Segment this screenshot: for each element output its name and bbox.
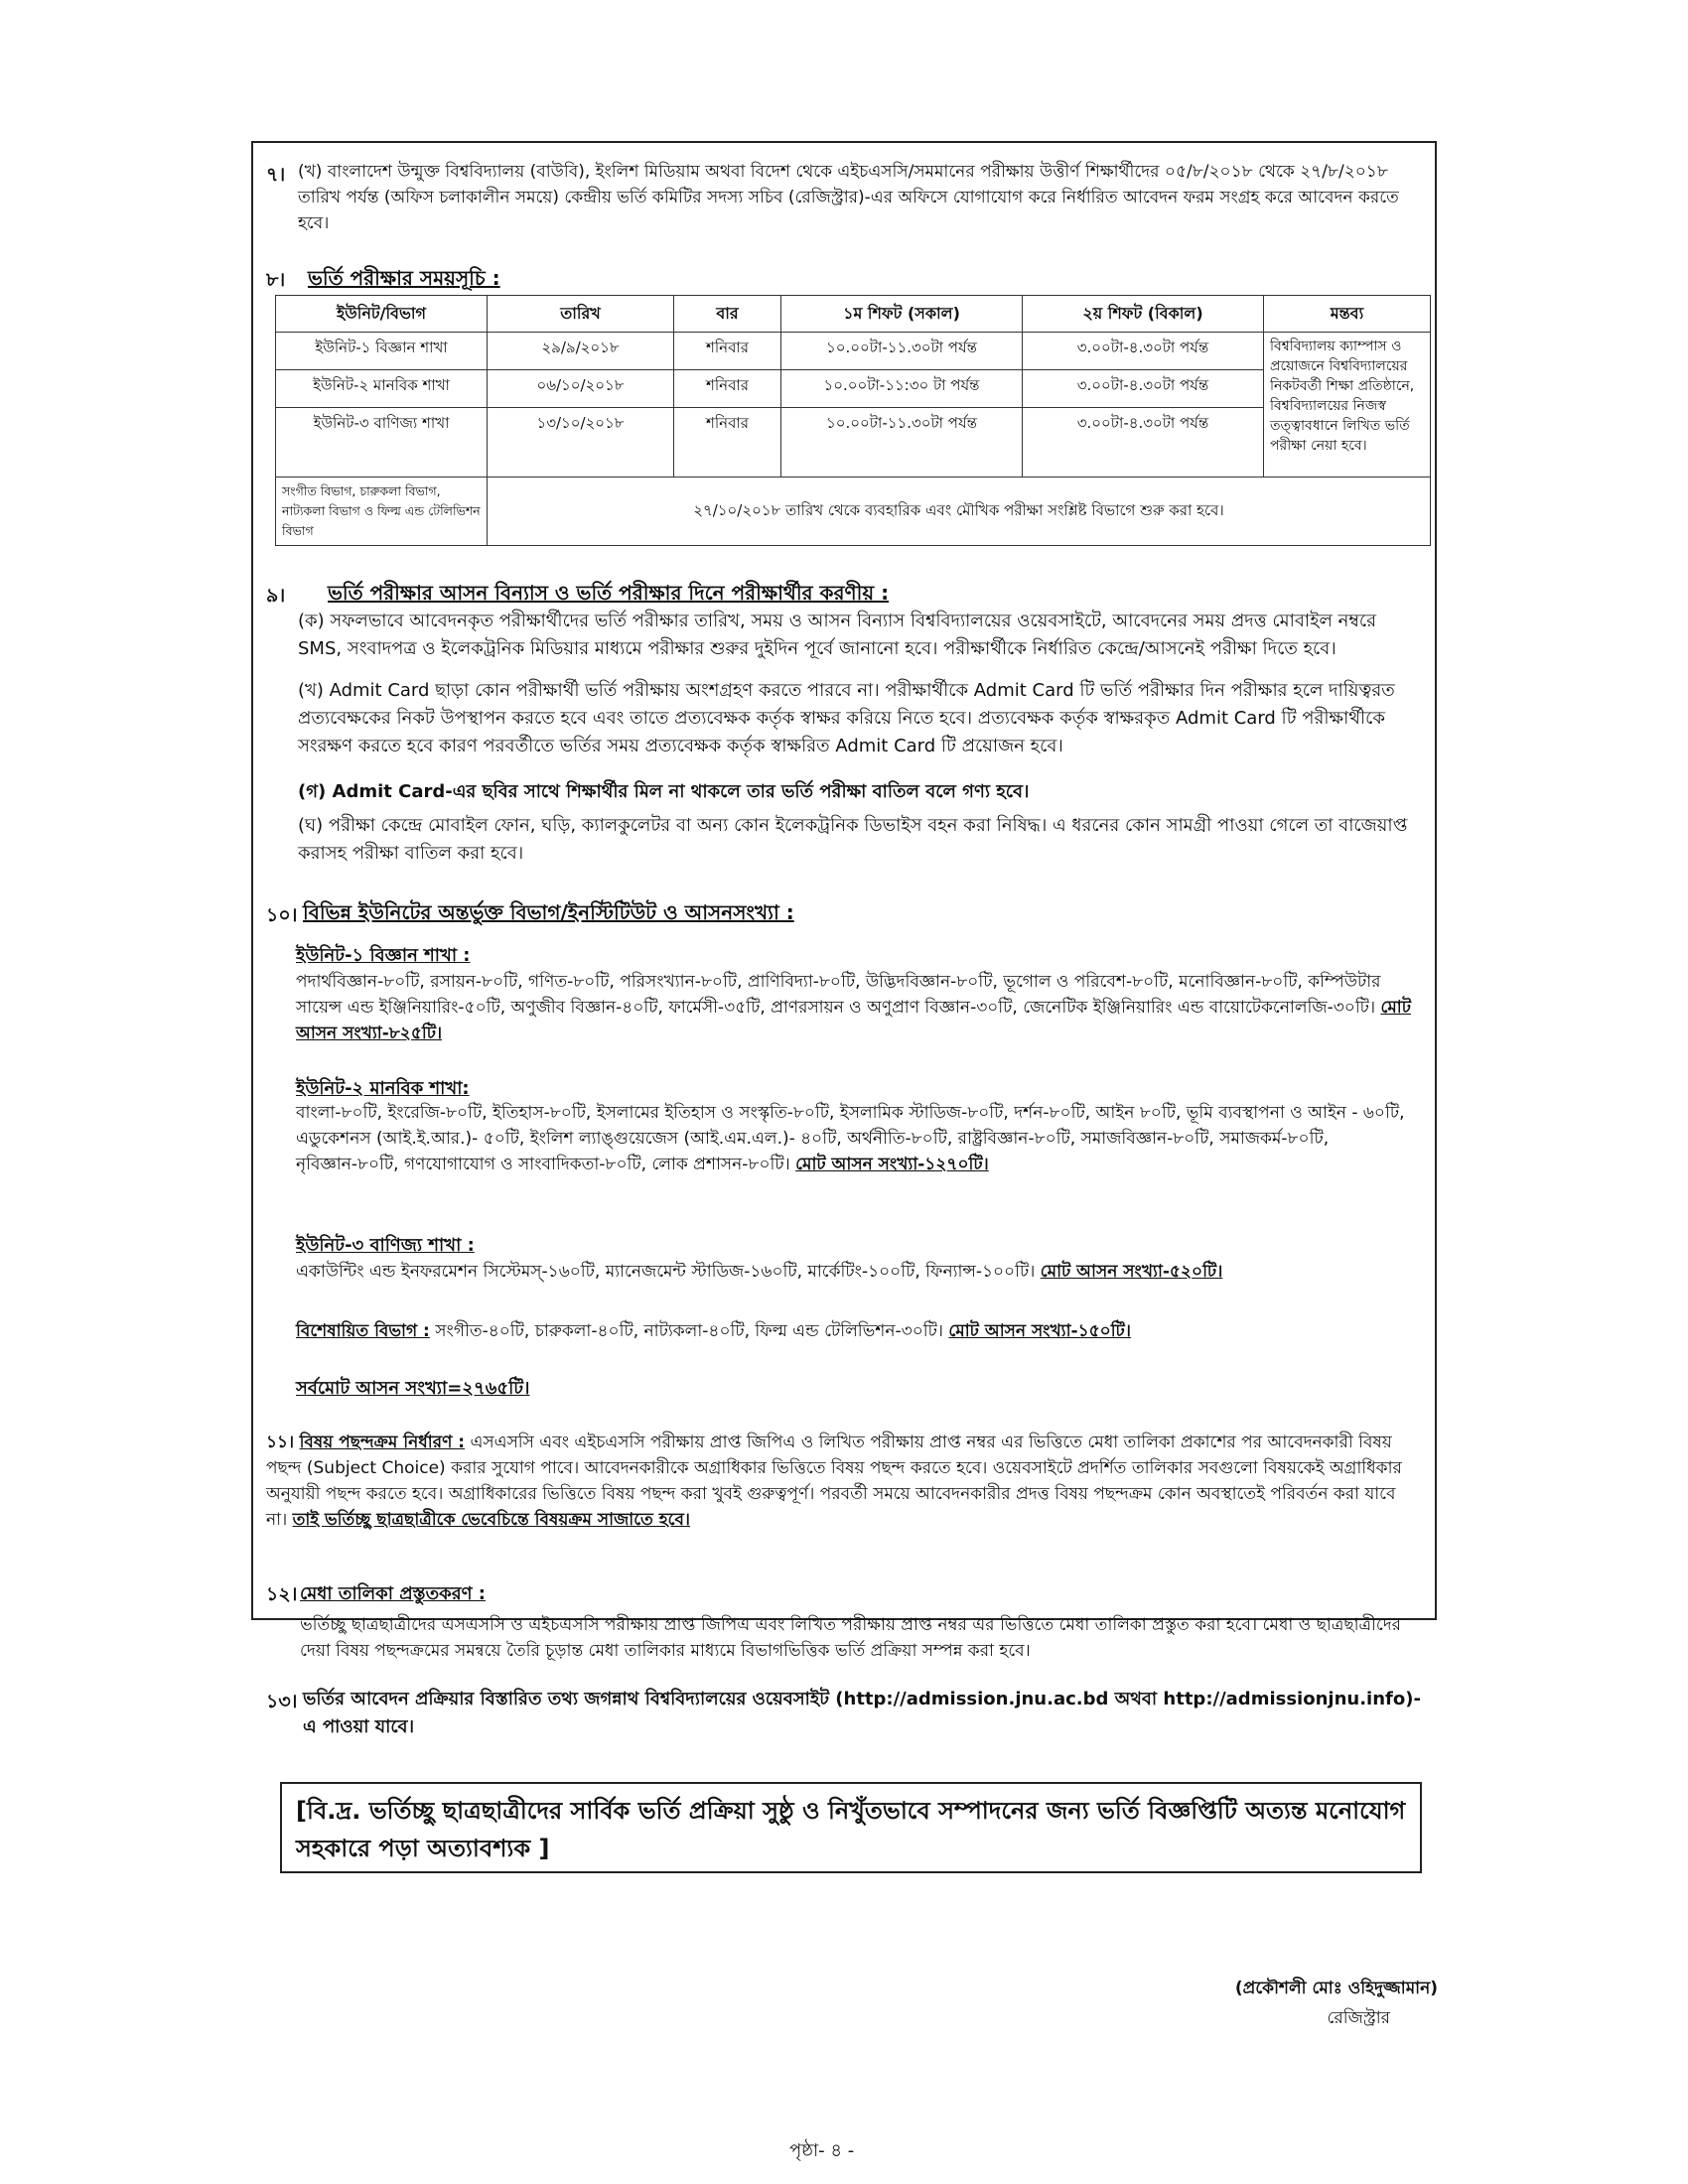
col-shift1: ১ম শিফট (সকাল) — [781, 296, 1023, 333]
unit2-departments: বাংলা-৮০টি, ইংরেজি-৮০টি, ইতিহাস-৮০টি, ইসলামের ইতিহাস ও সংস্কৃতি-৮০টি, ইসলামিক স্টাডিজ-৮০টি, দর্শন-৮০টি, আইন ৮০টি, ভূমি ব্যবস্থাপনা ও আইন - ৬০টি, এডুকেশনস (আই.ই.আর.)- ৫০টি, ইংলিশ ল্যাঙ্গুয়েজেস (আই.এম.এল.)- ৪০টি, অর্থনীতি-৮০টি, রাষ্ট্রবিজ্ঞান-৮০টি, সমাজবিজ্ঞান-৮০টি, সমাজকর্ম-৮০টি, নৃবিজ্ঞান-৮০টি, গণযোগাযোগ ও সাংবাদিকতা-৮০টি, লোক প্রশাসন-৮০টি। — [296, 1103, 1405, 1174]
table-row — [276, 408, 1431, 478]
col-date: তারিখ — [488, 296, 674, 333]
cell-shift2: ৩.০০টা-৪.৩০টা পর্যন্ত — [1023, 408, 1264, 478]
cell-date: ২৯/৯/২০১৮ — [488, 333, 674, 370]
cell-day: শনিবার — [674, 408, 781, 478]
section-11-number: ১১। — [266, 1433, 295, 1452]
cell-date: ১৩/১০/২০১৮ — [488, 408, 674, 478]
unit1-departments: পদার্থবিজ্ঞান-৮০টি, রসায়ন-৮০টি, গণিত-৮০টি, পরিসংখ্যান-৮০টি, প্রাণিবিদ্যা-৮০টি, উদ্ভিদবিজ্ঞান-৮০টি, ভূগোল ও পরিবেশ-৮০টি, মনোবিজ্ঞান-৮০টি, কম্পিউটার সায়েন্স এন্ড ইঞ্জিনিয়ারিং-৫০টি, অণুজীব বিজ্ঞান-৪০টি, ফার্মেসী-৩৫টি, প্রাণরসায়ন ও অণুপ্রাণ বিজ্ঞান-৩০টি, জেনেটিক ইঞ্জিনিয়ারিং এন্ড বায়োটেকনোলজি-৩০টি। — [296, 972, 1381, 1018]
cell-day: শনিবার — [674, 333, 781, 370]
col-shift2: ২য় শিফট (বিকাল) — [1023, 296, 1264, 333]
section-9-ka: (ক) সফলভাবে আবেদনকৃত পরীক্ষার্থীদের ভর্তি পরীক্ষার তারিখ, সময় ও আসন বিন্যাস বিশ্ববিদ্যালয়ের ওয়েবসাইটে, আবেদনের সময় প্রদত্ত মোবাইল নম্বরে SMS, সংবাদপত্র ও ইলেকট্রনিক মিডিয়ার মাধ্যমে পরীক্ষার শুরুর দুইদিন পূর্বে জানানো হবে। পরীক্ষার্থীকে নির্ধারিত কেন্দ্রে/আসনেই পরীক্ষা দিতে হবে। — [298, 611, 1377, 659]
cell-special-note: ২৭/১০/২০১৮ তারিখ থেকে ব্যবহারিক এবং মৌখিক পরীক্ষা সংশ্লিষ্ট বিভাগে শুরু করা হবে। — [488, 478, 1431, 546]
section-12-title: মেধা তালিকা প্রস্তুতকরণ : — [300, 1583, 486, 1604]
notice-box: [বি.দ্র. ভর্তিচ্ছু ছাত্রছাত্রীদের সার্বিক ভর্তি প্রক্রিয়া সুষ্ঠু ও নিখুঁতভাবে সম্পাদনের জন্য ভর্তি বিজ্ঞপ্তিটি অত্যন্ত মনোযোগ সহকারে পড়া অত্যাবশ্যক ] — [280, 1782, 1422, 1873]
unit3-title: ইউনিট-৩ বাণিজ্য শাখা : — [296, 1235, 475, 1256]
col-unit: ইউনিট/বিভাগ — [276, 296, 488, 333]
unit1-text — [296, 969, 1422, 1046]
page-number: পৃষ্ঠা- ৪ - — [789, 2140, 855, 2161]
section-7-text: (খ) বাংলাদেশ উন্মুক্ত বিশ্ববিদ্যালয় (বাউবি), ইংলিশ মিডিয়াম অথবা বিদেশ থেকে এইচএসসি/সমমানের পরীক্ষায় উত্তীর্ণ শিক্ষার্থীদের ০৫/৮/২০১৮ থেকে ২৭/৮/২০১৮ তারিখ পর্যন্ত (অফিস চলাকালীন সময়ে) কেন্দ্রীয় ভর্তি কমিটির সদস্য সচিব (রেজিস্ট্রার)-এর অফিসে যোগাযোগ করে নির্ধারিত আবেদন ফরম সংগ্রহ করে আবেদন করতে হবে। — [298, 162, 1399, 233]
section-9-title: ভর্তি পরীক্ষার আসন বিন্যাস ও ভর্তি পরীক্ষার দিনে পরীক্ষার্থীর করণীয় : — [328, 581, 890, 605]
cell-unit: ইউনিট-৩ বাণিজ্য শাখা — [276, 408, 488, 478]
col-remark: মন্তব্য — [1264, 296, 1431, 333]
section-12-number: ১২। — [266, 1583, 298, 1605]
section-11-body: এসএসসি এবং এইচএসসি পরীক্ষায় প্রাপ্ত জিপিএ ও লিখিত পরীক্ষায় প্রাপ্ত নম্বর এর ভিত্তিতে মেধা তালিকা প্রকাশের পর আবেদনকারী বিষয় পছন্দ (Subject Choice) করার সুযোগ পাবে। আবেদনকারীকে অগ্রাধিকার ভিত্তিতে বিষয় পছন্দ করতে হবে। ওয়েবসাইটে প্রদর্শিত তালিকার সবগুলো বিষয়কেই অগ্রাধিকার অনুযায়ী পছন্দ করতে হবে। অগ্রাধিকারের ভিত্তিতে বিষয় পছন্দ করা খুবই গুরুত্বপূর্ণ। পরবর্তী সময়ে আবেদনকারীর প্রদত্ত বিষয় পছন্দক্রম কোন অবস্থাতেই পরিবর্তন করা যাবে না। — [266, 1433, 1402, 1530]
cell-day: শনিবার — [674, 370, 781, 408]
signature-name: (প্রকৌশলী মোঃ ওহিদুজ্জামান) — [1234, 1979, 1438, 1998]
section-9-gha: (ঘ) পরীক্ষা কেন্দ্রে মোবাইল ফোন, ঘড়ি, ক্যালকুলেটর বা অন্য কোন ইলেকট্রনিক ডিভাইস বহন করা নিষিদ্ধ। এ ধরনের কোন সামগ্রী পাওয়া গেলে তা বাজেয়াপ্ত করাসহ পরীক্ষা বাতিল করা হবে। — [298, 815, 1408, 864]
cell-unit: ইউনিট-১ বিজ্ঞান শাখা — [276, 333, 488, 370]
cell-shift2: ৩.০০টা-৪.৩০টা পর্যন্ত — [1023, 370, 1264, 408]
section-9-ga: (গ) Admit Card-এর ছবির সাথে শিক্ষার্থীর মিল না থাকলে তার ভর্তি পরীক্ষা বাতিল বলে গণ্য হবে। — [298, 781, 1030, 802]
cell-remark: বিশ্ববিদ্যালয় ক্যাম্পাস ও প্রয়োজনে বিশ্ববিদ্যালয়ের নিকটবর্তী শিক্ষা প্রতিষ্ঠানে, বিশ্ববিদ্যালয়ের নিজস্ব তত্ত্বাবধানে লিখিত ভর্তি পরীক্ষা নেয়া হবে। — [1264, 333, 1431, 478]
cell-shift1: ১০.০০টা-১১.৩০টা পর্যন্ত — [781, 333, 1023, 370]
cell-shift2: ৩.০০টা-৪.৩০টা পর্যন্ত — [1023, 333, 1264, 370]
section-8-title: ভর্তি পরীক্ষার সময়সূচি : — [308, 266, 500, 290]
unit3-departments: একাউন্টিং এন্ড ইনফরমেশন সিস্টেমস্-১৬০টি, ম্যানেজমেন্ট স্টাডিজ-১৬০টি, মার্কেটিং-১০০টি, ফিন্যান্স-১০০টি। — [296, 1262, 1036, 1282]
section-7-number: ৭। — [266, 164, 286, 186]
section-11-title: বিষয় পছন্দক্রম নির্ধারণ : — [299, 1433, 466, 1452]
cell-unit: ইউনিট-২ মানবিক শাখা — [276, 370, 488, 408]
unit2-title: ইউনিট-২ মানবিক শাখা: — [296, 1078, 470, 1099]
special-depts-total: মোট আসন সংখ্যা-১৫০টি। — [948, 1321, 1131, 1341]
unit3-text — [296, 1259, 1422, 1285]
section-11-text — [266, 1430, 1422, 1533]
section-9-kha: (খ) Admit Card ছাড়া কোন পরীক্ষার্থী ভর্তি পরীক্ষায় অংশগ্রহণ করতে পারবে না। পরীক্ষার্থীকে Admit Card টি ভর্তি পরীক্ষার দিন পরীক্ষার হলে দায়িত্বরত প্রত্যবেক্ষকের নিকট উপস্থাপন করতে হবে এবং তাতে প্রত্যবেক্ষক কর্তৃক স্বাক্ষর করিয়ে নিতে হবে। প্রত্যবেক্ষক কর্তৃক স্বাক্ষরকৃত Admit Card টি পরীক্ষার্থীকে সংরক্ষণ করতে হবে কারণ পরবর্তীতে ভর্তির সময় প্রত্যবেক্ষক কর্তৃক স্বাক্ষরিত Admit Card টি প্রয়োজন হবে। — [298, 680, 1395, 756]
col-day: বার — [674, 296, 781, 333]
section-13-text: ভর্তির আবেদন প্রক্রিয়ার বিস্তারিত তথ্য জগন্নাথ বিশ্ববিদ্যালয়ের ওয়েবসাইট (http://admission.jnu.ac.bd অথবা http://admissionjnu.info)-এ পাওয়া যাবে। — [303, 1689, 1421, 1737]
table-row — [276, 478, 1431, 546]
cell-shift1: ১০.০০টা-১১:৩০ টা পর্যন্ত — [781, 370, 1023, 408]
cell-shift1: ১০.০০টা-১১.৩০টা পর্যন্ত — [781, 408, 1023, 478]
table-row — [276, 333, 1431, 370]
special-depts-list: সংগীত-৪০টি, চারুকলা-৪০টি, নাট্যকলা-৪০টি, ফিল্ম এন্ড টেলিভিশন-৩০টি। — [435, 1321, 943, 1341]
table-row — [276, 370, 1431, 408]
unit2-text — [296, 1100, 1422, 1177]
section-8-number: ৮। — [266, 269, 286, 291]
unit2-total: মোট আসন সংখ্যা-১২৭০টি। — [795, 1155, 989, 1174]
special-depts-title: বিশেষায়িত বিভাগ : — [296, 1321, 430, 1341]
signature-title: রেজিস্ট্রার — [1327, 2008, 1390, 2028]
cell-special-depts: সংগীত বিভাগ, চারুকলা বিভাগ, নাট্যকলা বিভাগ ও ফিল্ম এন্ড টেলিভিশন বিভাগ — [276, 478, 488, 546]
section-12-text: ভর্তিচ্ছু ছাত্রছাত্রীদের এসএসসি ও এইচএসসি পরীক্ষায় প্রাপ্ত জিপিএ এবং লিখিত পরীক্ষায় প্রাপ্ত নম্বর এর ভিত্তিতে মেধা তালিকা প্রস্তুত করা হবে। মেধা ও ছাত্রছাত্রীদের দেয়া বিষয় পছন্দক্রমের সমন্বয়ে তৈরি চূড়ান্ত মেধা তালিকার মাধ্যমে বিভাগভিত্তিক ভর্তি প্রক্রিয়া সম্পন্ন করা হবে। — [300, 1615, 1402, 1661]
unit1-title: ইউনিট-১ বিজ্ঞান শাখা : — [296, 945, 471, 966]
section-10-title: বিভিন্ন ইউনিটের অন্তর্ভুক্ত বিভাগ/ইনস্টিটিউট ও আসনসংখ্যা : — [303, 900, 794, 924]
section-13-number: ১৩। — [266, 1691, 298, 1712]
section-9-number: ৯। — [266, 585, 286, 607]
special-depts-text — [296, 1318, 1422, 1344]
section-10-number: ১০। — [266, 904, 298, 926]
cell-date: ০৬/১০/২০১৮ — [488, 370, 674, 408]
unit3-total: মোট আসন সংখ্যা-৫২০টি। — [1040, 1262, 1223, 1282]
schedule-header-row — [276, 296, 1431, 333]
schedule-table — [275, 295, 1431, 546]
section-11-emphasis: তাই ভর্তিচ্ছু ছাত্রছাত্রীকে ভেবেচিন্তে বিষয়ক্রম সাজাতে হবে। — [292, 1510, 691, 1530]
unit1-total: মোট আসন সংখ্যা-৮২৫টি। — [296, 998, 1411, 1043]
grand-total: সর্বমোট আসন সংখ্যা=২৭৬৫টি। — [296, 1378, 530, 1399]
